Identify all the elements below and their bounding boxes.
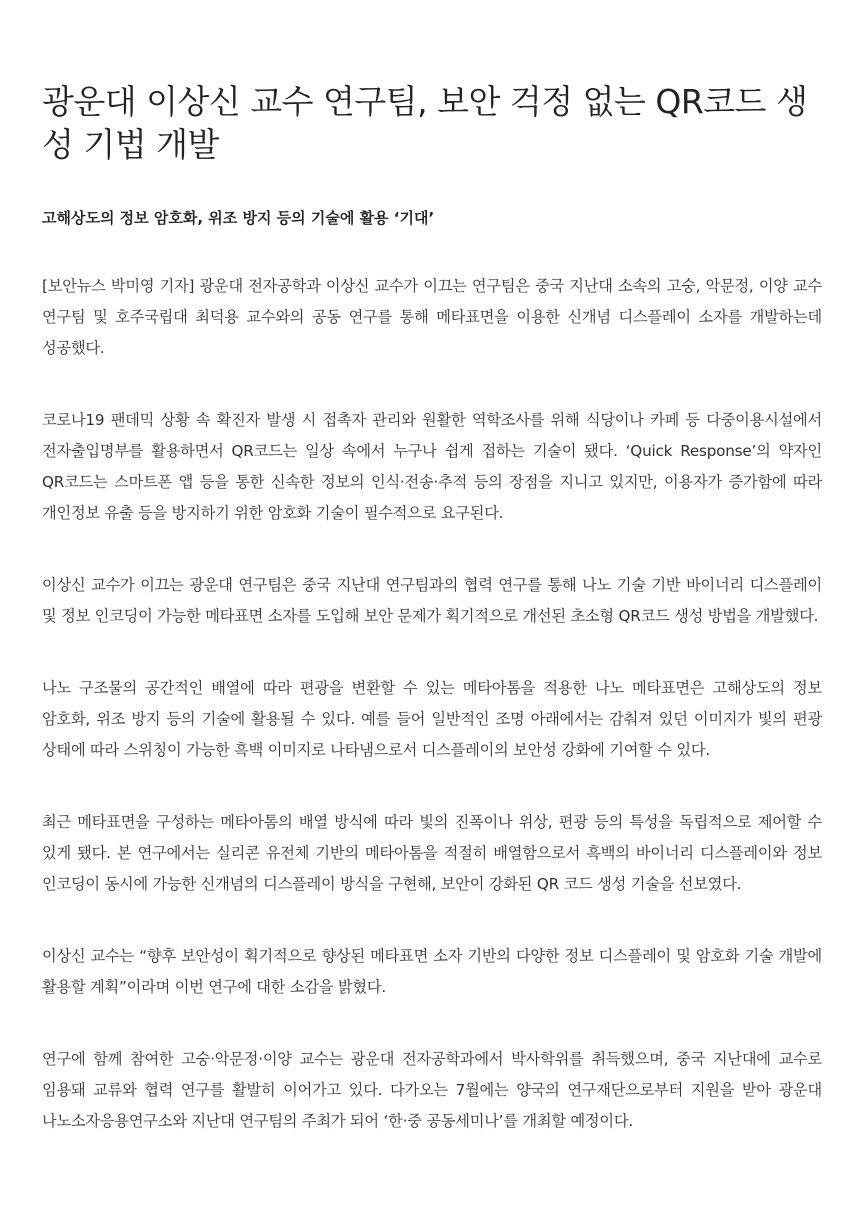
article-paragraph: [보안뉴스 박미영 기자] 광운대 전자공학과 이상신 교수가 이끄는 연구팀은 중국 지난대 소속의 고숭, 악문정, 이양 교수 연구팀 및 호주국립대 최덕용 교수와의 공동 연구를 통해 메타표면을 이용한 신개념 디스플레이 소자를 개발하는데 성공했다. xyxy=(42,277,822,357)
article-paragraph: 최근 메타표면을 구성하는 메타아톰의 배열 방식에 따라 빛의 진폭이나 위상, 편광 등의 특성을 독립적으로 제어할 수 있게 됐다. 본 연구에서는 실리콘 유전체 기반의 메타아톰을 적절히 배열함으로서 흑백의 바이너리 디스플레이와 정보 인코딩이 동시에 가능한 신개념의 디스플레이 방식을 구현해, 보안이 강화된 QR 코드 생성 기술을 선보였다. xyxy=(42,813,822,893)
article-paragraph: 코로나19 팬데믹 상황 속 확진자 발생 시 접촉자 관리와 원활한 역학조사를 위해 식당이나 카페 등 다중이용시설에서 전자출입명부를 활용하면서 QR코드는 일상 속에서 누구나 쉽게 접하는 기술이 됐다. ‘Quick Response’의 약자인 QR코드는 스마트폰 앱 등을 통한 신속한 정보의 인식·전송·추적 등의 장점을 지니고 있지만, 이용자가 증가함에 따라 개인정보 유출 등을 방지하기 위한 암호화 기술이 필수적으로 요구된다. xyxy=(42,411,822,522)
article-paragraph: 이상신 교수는 “향후 보안성이 획기적으로 향상된 메타표면 소자 기반의 다양한 정보 디스플레이 및 암호화 기술 개발에 활용할 계획”이라며 이번 연구에 대한 소감을 밝혔다. xyxy=(42,947,822,996)
article-headline: 광운대 이상신 교수 연구팀, 보안 걱정 없는 QR코드 생성 기법 개발 xyxy=(42,82,808,164)
article-subheadline: 고해상도의 정보 암호화, 위조 방지 등의 기술에 활용 ‘기대’ xyxy=(42,209,435,227)
article-paragraph: 나노 구조물의 공간적인 배열에 따라 편광을 변환할 수 있는 메타아톰을 적용한 나노 메타표면은 고해상도의 정보 암호화, 위조 방지 등의 기술에 활용될 수 있다. 예를 들어 일반적인 조명 아래에서는 감춰져 있던 이미지가 빛의 편광 상태에 따라 스위칭이 가능한 흑백 이미지로 나타냄으로서 디스플레이의 보안성 강화에 기여할 수 있다. xyxy=(42,679,822,759)
article xyxy=(42,80,822,1178)
article-paragraph: 이상신 교수가 이끄는 광운대 연구팀은 중국 지난대 연구팀과의 협력 연구를 통해 나노 기술 기반 바이너리 디스플레이 및 정보 인코딩이 가능한 메타표면 소자를 도입해 보안 문제가 획기적으로 개선된 초소형 QR코드 생성 방법을 개발했다. xyxy=(42,576,822,625)
article-paragraph: 연구에 함께 참여한 고숭·악문정·이양 교수는 광운대 전자공학과에서 박사학위를 취득했으며, 중국 지난대에 교수로 임용돼 교류와 협력 연구를 활발히 이어가고 있다. 다가오는 7월에는 양국의 연구재단으로부터 지원을 받아 광운대 나노소자응용연구소와 지난대 연구팀의 주최가 되어 ‘한·중 공동세미나’를 개최할 예정이다. xyxy=(42,1050,822,1130)
article-body xyxy=(42,271,822,1137)
